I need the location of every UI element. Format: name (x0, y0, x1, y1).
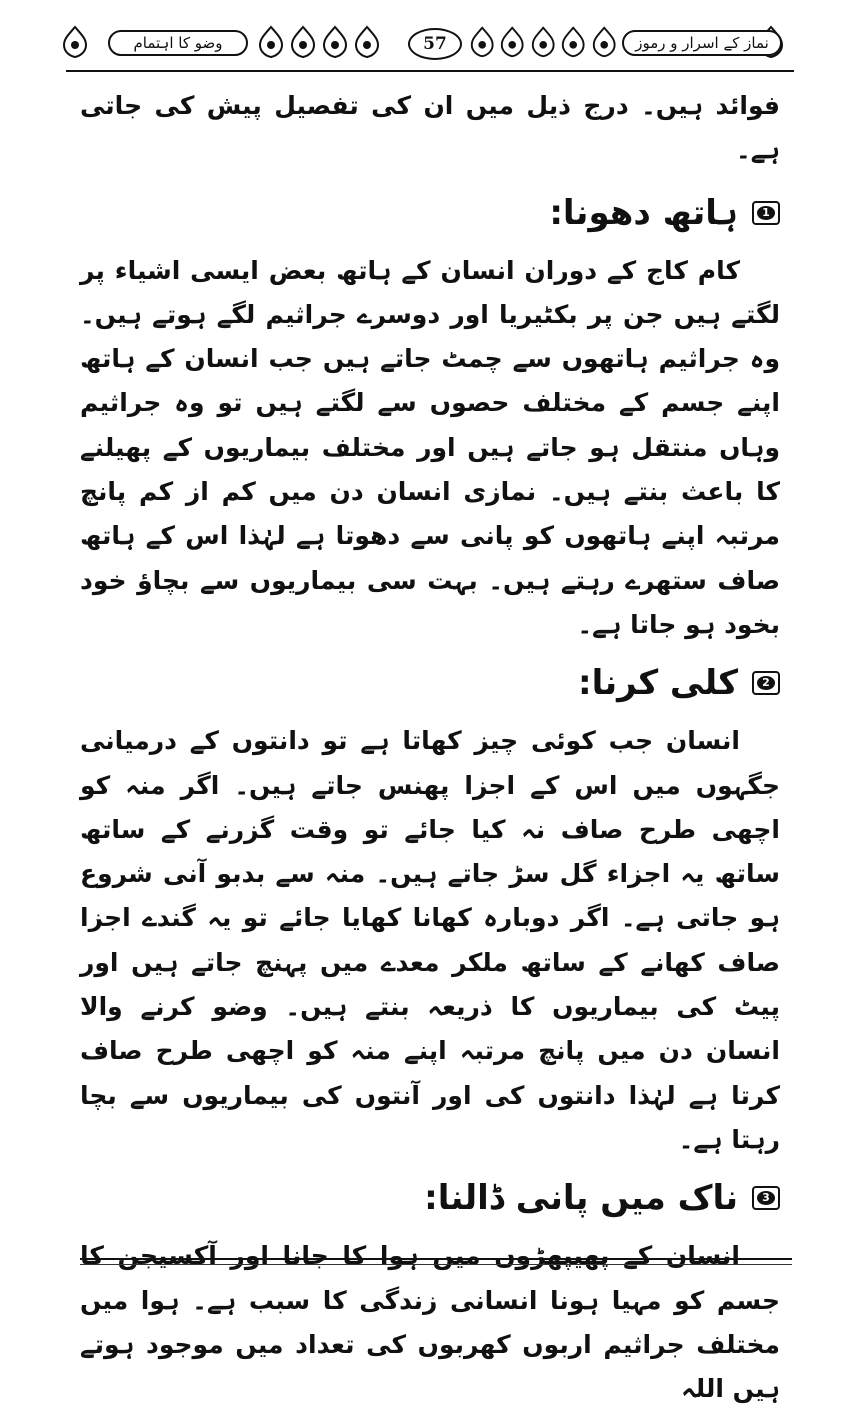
floral-ornament-icon (529, 25, 557, 59)
floral-ornament-icon (320, 25, 350, 59)
section-number-box (752, 671, 780, 695)
floral-ornament-icon (590, 25, 618, 59)
section-paragraph-1: کام کاج کے دوران انسان کے ہاتھ بعض ایسی اشیاء پر لگتے ہیں جن پر بکٹیریا اور دوسرے جراثیم لگے ہوتے ہیں۔ وہ جراثیم ہاتھوں سے چمٹ جاتے ہیں جب انسان کے ہاتھ اپنے جسم کے مختلف حصوں سے لگتے ہیں تو وہ جراثیم وہاں منتقل ہو جاتے ہیں اور مختلف بیماریوں کے پھیلنے کا باعث بنتے ہیں۔ نمازی انسان دن میں کم از کم پانچ مرتبہ اپنے ہاتھوں کو پانی سے دھوتا ہے لہٰذا اس کے ہاتھ صاف ستھرے رہتے ہیں۔ بہت سی بیماریوں سے بچاؤ خود بخود ہو جاتا ہے۔ (80, 255, 780, 639)
ornament-strip-middle-right (468, 22, 618, 62)
section-heading-text: ناک میں پانی ڈالنا: (424, 1178, 738, 1219)
book-title-label: نماز کے اسرار و رموز (622, 30, 782, 56)
section-number: 3 (757, 1191, 775, 1205)
section-heading-text: کلی کرنا: (578, 663, 738, 704)
page-body (80, 84, 780, 1411)
page-number: 57 (408, 28, 462, 60)
floral-ornament-icon (559, 25, 587, 59)
floral-ornament-icon (288, 25, 318, 59)
section-heading-1 (80, 177, 780, 249)
section-heading-2 (80, 647, 780, 719)
section-number: 1 (757, 206, 775, 220)
section-number: 2 (757, 676, 775, 690)
section-paragraph-2: انسان جب کوئی چیز کھاتا ہے تو دانتوں کے درمیانی جگہوں میں اس کے اجزا پھنس جاتے ہیں۔ اگر منہ کو اچھی طرح صاف نہ کیا جائے تو وقت گزرنے کے ساتھ ساتھ یہ اجزاء گل سڑ جاتے ہیں۔ منہ سے بدبو آنی شروع ہو جاتی ہے۔ اگر دوبارہ کھانا کھایا جائے تو یہ گندے اجزا صاف کھانے کے ساتھ ملکر معدے میں پہنچ جاتے ہیں اور پیٹ کی بیماریوں کا ذریعہ بنتے ہیں۔ وضو کرنے والا انسان دن میں پانچ مرتبہ اپنے منہ کو اچھی طرح صاف کرتا ہے لہٰذا دانتوں کی اور آنتوں کی بیماریوں سے بچا رہتا ہے۔ (80, 726, 780, 1154)
footer-rule (80, 1258, 792, 1260)
page-header (60, 18, 792, 68)
section-heading-text: ہاتھ دھونا: (549, 193, 738, 234)
ornament-strip-left (60, 22, 100, 62)
floral-ornament-icon (498, 25, 526, 59)
intro-paragraph: فوائد ہیں۔ درج ذیل میں ان کی تفصیل پیش کی جاتی ہے۔ (80, 91, 780, 165)
floral-ornament-icon (352, 25, 382, 59)
section-heading-3 (80, 1162, 780, 1234)
floral-ornament-icon (468, 25, 496, 59)
ornament-strip-middle-left (256, 22, 404, 62)
floral-ornament-icon (256, 25, 286, 59)
header-rule (66, 70, 794, 72)
chapter-title-label: وضو کا اہتمام (108, 30, 248, 56)
section-number-box (752, 1186, 780, 1210)
section-number-box (752, 201, 780, 225)
floral-ornament-icon (60, 25, 90, 59)
footer-rule-thin (80, 1264, 792, 1265)
section-paragraph-3: انسان کے پھیپھڑوں میں ہوا کا جانا اور آکسیجن کا جسم کو مہیا ہونا انسانی زندگی کا سبب ہے۔ ہوا میں مختلف جراثیم اربوں کھربوں کی تعداد میں موجود ہوتے ہیں اللہ (80, 1241, 780, 1404)
